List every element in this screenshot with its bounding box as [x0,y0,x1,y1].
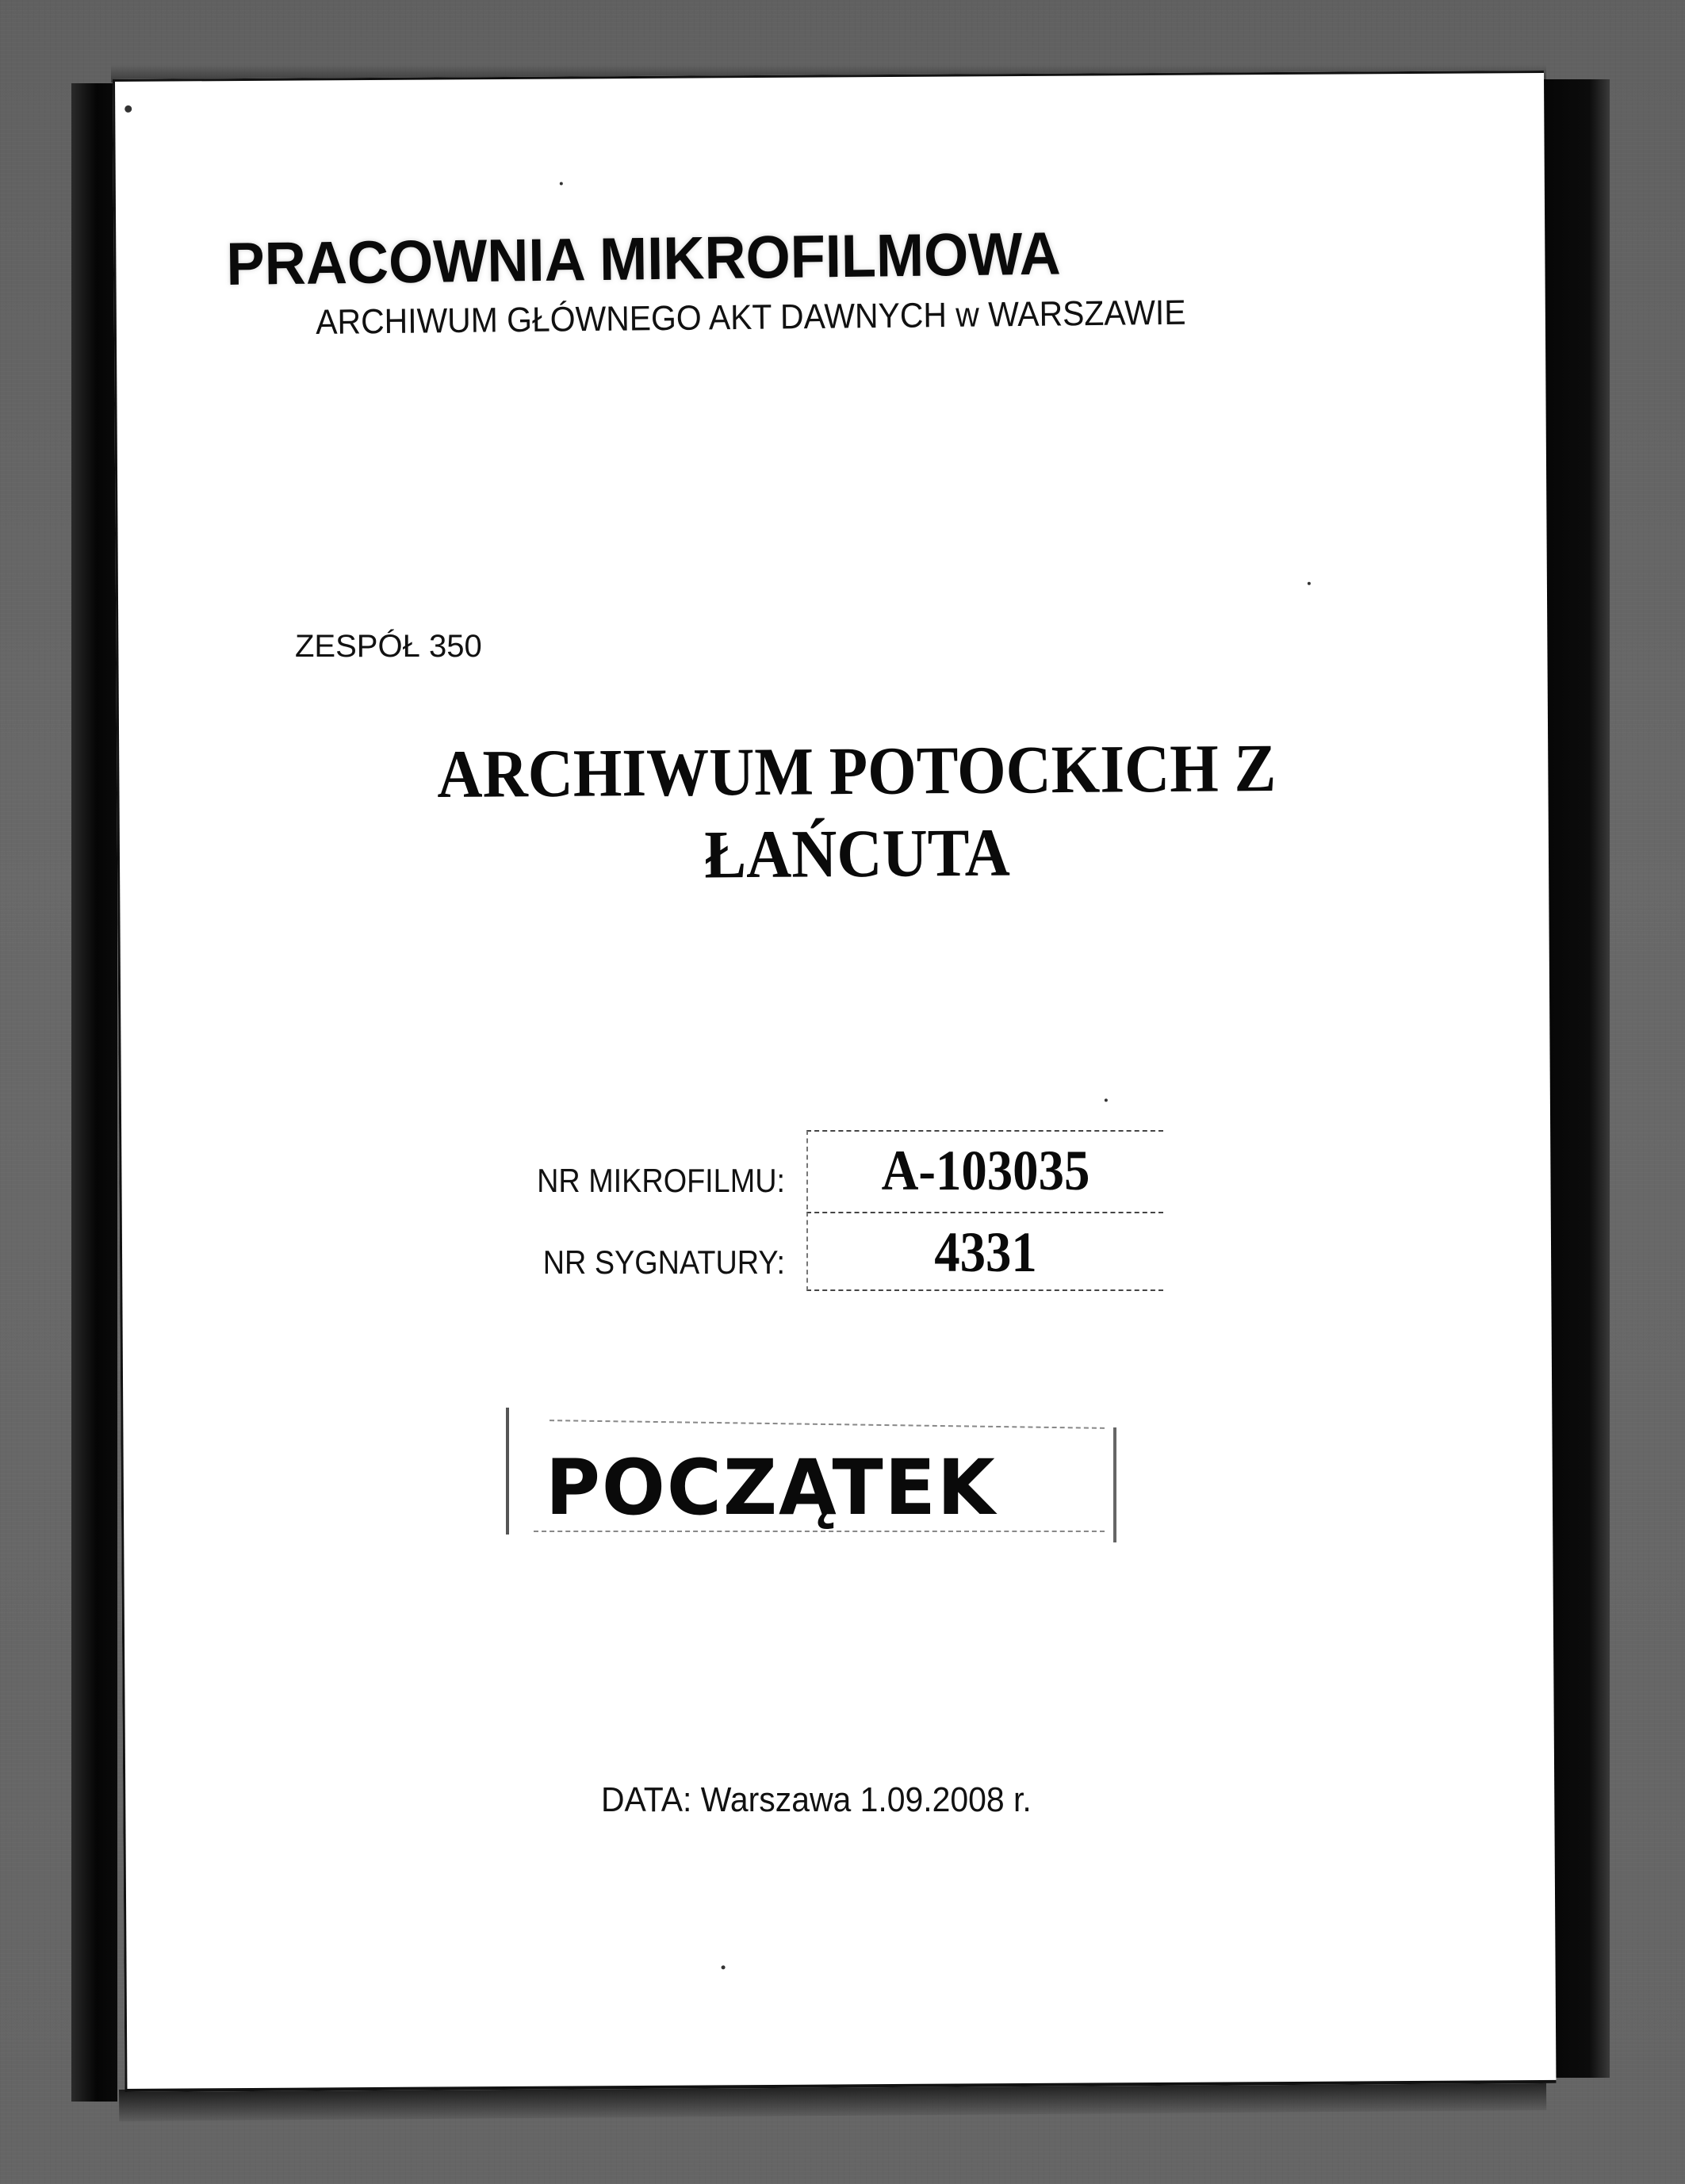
fonds-title-line1: ARCHIWUM POTOCKICH Z [437,729,1277,813]
microfilm-number-label: NR MIKROFILMU: [537,1162,785,1199]
fonds-title [389,726,1324,899]
fonds-title-line2: ŁAŃCUTA [704,814,1010,893]
signature-number-label: NR SYGNATURY: [542,1243,785,1281]
start-stamp [502,1408,1116,1535]
signature-number-value: 4331 [934,1220,1037,1284]
dust-speck [1308,582,1311,585]
dust-speck [722,1965,726,1969]
signature-number-box [806,1212,1163,1291]
dust-speck [560,182,563,186]
header-subtitle: ARCHIWUM GŁÓWNEGO AKT DAWNYCH w WARSZAWIE [316,293,1186,342]
dust-speck [1105,1098,1108,1102]
stamp-border-right [1113,1427,1116,1542]
stamp-border-top [550,1420,1105,1429]
microfilm-number-box [806,1130,1163,1209]
microfilm-number-value: A-103035 [881,1139,1090,1202]
stamp-border-bottom [534,1531,1105,1532]
header-title: PRACOWNIA MIKROFILMOWA [226,220,1062,298]
dust-speck [124,105,132,113]
date-line: DATA: Warszawa 1.09.2008 r. [601,1780,1032,1819]
stamp-border-left [506,1408,509,1535]
page-shadow-left [71,83,117,2102]
fonds-number: ZESPÓŁ 350 [295,629,482,664]
stamp-text: POCZĄTEK [546,1443,997,1532]
